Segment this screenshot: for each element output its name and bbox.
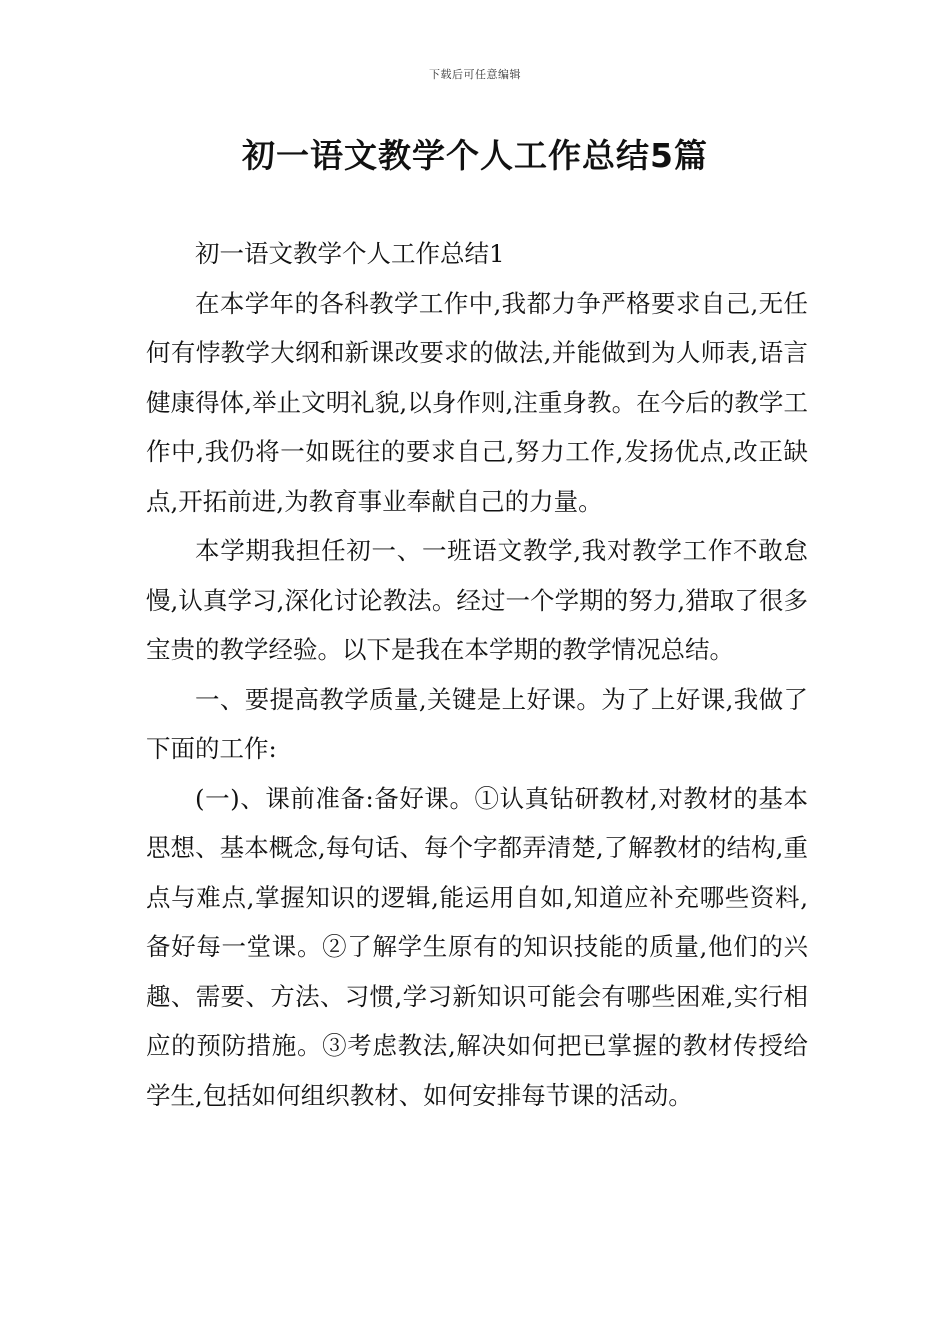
header-note: 下载后可任意编辑 bbox=[429, 68, 521, 81]
section-heading: 初一语文教学个人工作总结1 bbox=[195, 239, 505, 268]
document-title: 初一语文教学个人工作总结5篇 bbox=[242, 136, 708, 175]
paragraph-3: 一、要提高教学质量,关键是上好课。为了上好课,我做了下面的工作: bbox=[146, 684, 808, 763]
paragraph-4: (一)、课前准备:备好课。①认真钻研教材,对教材的基本思想、基本概念,每句话、每个字都弄清楚,了解教材的结构,重点与难点,掌握知识的逻辑,能运用自如,知道应补充哪些资料,备好每一堂课。②了解学生原有的知识技能的质量,他们的兴趣、需要、方法、习惯,学习新知识可能会有哪些困难,实行相应的预防措施。③考虑教法,解决如何把已掌握的教材传授给学生,包括如何组织教材、如何安排每节课的活动。 bbox=[146, 783, 808, 1110]
document-body bbox=[146, 229, 808, 1120]
paragraph-1: 在本学年的各科教学工作中,我都力争严格要求自己,无任何有悖教学大纲和新课改要求的做法,并能做到为人师表,语言健康得体,举止文明礼貌,以身作则,注重身教。在今后的教学工作中,我仍将一如既往的要求自己,努力工作,发扬优点,改正缺点,开拓前进,为教育事业奉献自己的力量。 bbox=[146, 288, 808, 516]
paragraph-2: 本学期我担任初一、一班语文教学,我对教学工作不敢怠慢,认真学习,深化讨论教法。经过一个学期的努力,猎取了很多宝贵的教学经验。以下是我在本学期的教学情况总结。 bbox=[146, 536, 808, 664]
